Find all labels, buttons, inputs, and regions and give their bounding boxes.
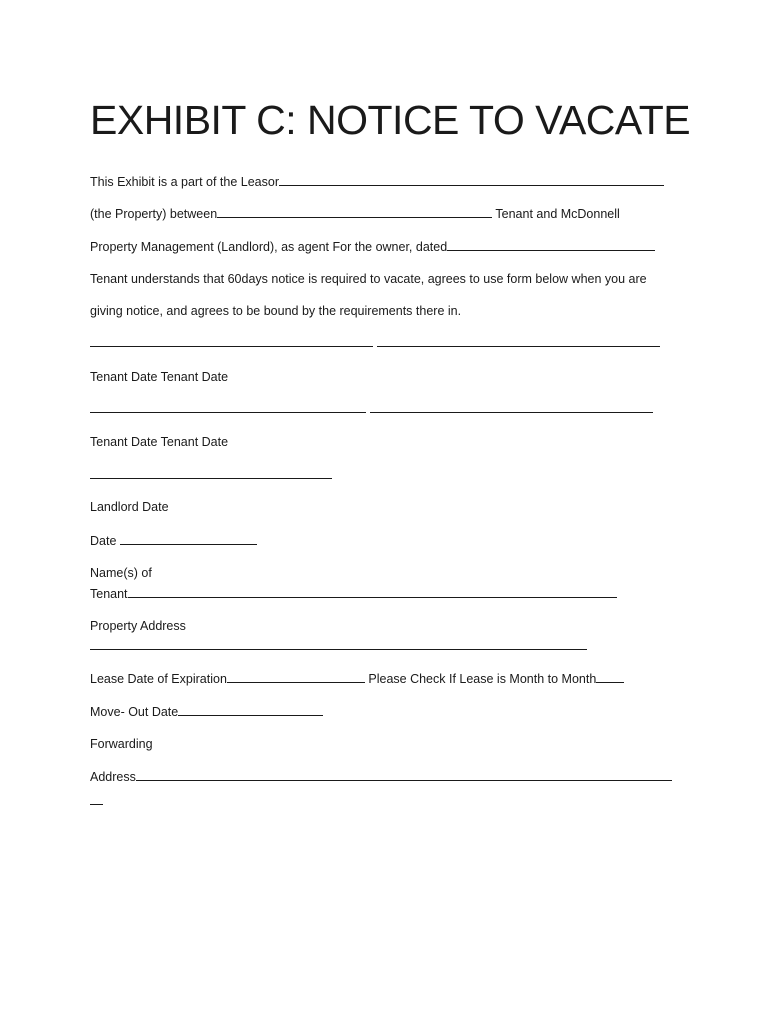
property-address-blank[interactable] [90,637,587,650]
forwarding-address-line [90,768,672,785]
notice-requirement-line: Tenant understands that 60days notice is required to vacate, agrees to use form below when you are [90,272,647,286]
names-of-label: Name(s) of [90,566,152,580]
forwarding-label: Forwarding [90,737,153,751]
tenant-name-blank[interactable] [217,205,492,218]
tenant-and-mcdonnell-label: Tenant and McDonnell [495,207,620,221]
address-label: Address [90,770,136,784]
leasor-line [90,173,664,190]
tenant-signature-blank-4[interactable] [370,400,653,413]
bound-requirements-line: giving notice, and agrees to be bound by the requirements there in. [90,304,462,318]
leasor-blank[interactable] [279,173,664,186]
signature-row-1 [90,334,670,350]
month-to-month-label: Please Check If Lease is Month to Month [368,672,597,686]
landlord-signature-blank[interactable] [90,466,332,479]
signature-label-row-1: Tenant Date Tenant Date [90,370,229,384]
date-blank[interactable] [120,532,257,545]
tenant-signature-blank-1[interactable] [90,334,373,347]
lease-expiration-blank[interactable] [227,670,365,683]
landlord-signature-row [90,466,390,482]
tenant-signature-blank-3[interactable] [90,400,366,413]
property-between-line [90,205,620,222]
date-label: Date [90,534,117,548]
management-dated-line [90,238,655,255]
property-address-row [90,637,590,653]
dated-blank[interactable] [447,238,655,251]
lease-expiration-label: Lease Date of Expiration [90,672,227,686]
tenant-names-blank[interactable] [128,585,617,598]
forwarding-address-blank[interactable] [136,768,672,781]
month-to-month-checkbox[interactable] [596,670,624,683]
date-line [90,532,257,549]
lease-expiration-line [90,670,624,687]
forwarding-address-continuation [90,792,110,808]
tenant-names-label: Tenant [90,587,128,601]
signature-row-2 [90,400,670,416]
tenant-names-line [90,585,617,602]
move-out-line [90,703,323,720]
property-address-label: Property Address [90,619,186,633]
leasor-label: This Exhibit is a part of the Leasor [90,175,279,189]
landlord-date-label: Landlord Date [90,500,169,514]
signature-label-row-2: Tenant Date Tenant Date [90,435,229,449]
tenant-signature-blank-2[interactable] [377,334,660,347]
move-out-blank[interactable] [178,703,323,716]
forwarding-address-blank-continued[interactable] [90,792,103,805]
management-dated-label: Property Management (Landlord), as agent For the owner, dated [90,240,448,254]
document-title: EXHIBIT C: NOTICE TO VACATE [90,97,691,143]
property-between-label: (the Property) between [90,207,218,221]
move-out-label: Move- Out Date [90,705,179,719]
